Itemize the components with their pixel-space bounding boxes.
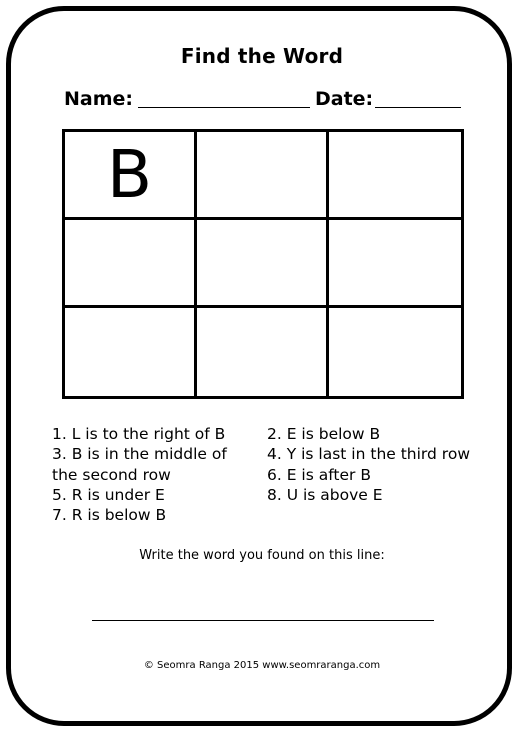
grid-cell-6[interactable]	[329, 220, 461, 308]
name-label: Name:	[64, 88, 134, 110]
clues-left-column	[52, 424, 252, 525]
copyright-footer: © Seomra Ranga 2015 www.seomraranga.com	[143, 660, 381, 671]
clue-7: 7. R is below B	[52, 506, 167, 525]
worksheet-title: Find the Word	[180, 44, 344, 68]
grid-cell-2[interactable]	[197, 132, 329, 220]
clue-2: 2. E is below B	[267, 425, 381, 443]
clues-right-column	[267, 424, 477, 505]
grid-cell-1[interactable]: B	[65, 132, 197, 220]
clue-3: 3. B is in the middle of the second row	[52, 445, 227, 484]
name-line[interactable]	[138, 107, 310, 108]
clue-8: 8. U is above E	[267, 485, 383, 504]
date-line[interactable]	[375, 107, 461, 108]
clue-6: 6. E is after B	[267, 465, 371, 484]
answer-instruction: Write the word you found on this line:	[139, 548, 385, 563]
answer-line[interactable]	[92, 620, 434, 621]
grid-cell-9[interactable]	[329, 308, 461, 396]
grid-cell-5[interactable]	[197, 220, 329, 308]
date-label: Date:	[315, 88, 374, 110]
name-date-row	[64, 88, 464, 114]
letter-grid	[62, 129, 464, 399]
grid-cell-8[interactable]	[197, 308, 329, 396]
grid-cell-7[interactable]	[65, 308, 197, 396]
clue-1: 1. L is to the right of B	[52, 425, 226, 443]
grid-cell-3[interactable]	[329, 132, 461, 220]
clue-4: 4. Y is last in the third row	[267, 445, 470, 464]
grid-cell-4[interactable]	[65, 220, 197, 308]
clue-5: 5. R is under E	[52, 485, 165, 504]
